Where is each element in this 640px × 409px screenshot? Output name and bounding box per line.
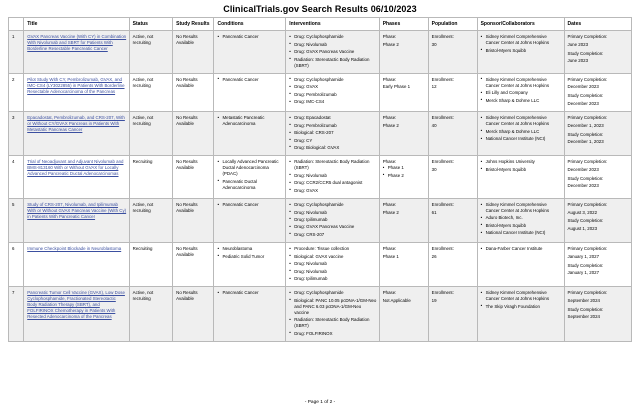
table-row (9, 287, 632, 342)
phases-cell (379, 73, 428, 111)
study-results-cell: No Results Available (173, 156, 214, 199)
list-item: • Locally Advanced Pancreatic Ductal Adenocarcinoma (PDAC) (217, 159, 283, 177)
sponsors-list (481, 34, 562, 53)
list-item: • Merck Sharp & Dohme LLC (481, 129, 562, 135)
study-results-cell: No Results Available (173, 287, 214, 342)
interventions-cell (286, 287, 380, 342)
interventions-cell (286, 243, 380, 287)
column-header-conditions: Conditions (214, 18, 286, 31)
results-table (8, 17, 632, 342)
conditions-list (217, 246, 283, 259)
phases-cell (379, 31, 428, 74)
list-item: • Sidney Kimmel Comprehensive Cancer Center at Johns Hopkins (481, 115, 562, 127)
column-header-title: Title (24, 18, 129, 31)
column-header-status: Status (129, 18, 172, 31)
interventions-cell (286, 73, 380, 111)
sponsors-list (481, 115, 562, 142)
text-line: Early Phase 1 (382, 84, 411, 90)
phases-list (383, 246, 426, 259)
column-header-interventions: Interventions (286, 18, 380, 31)
list-item: • The Skip Viragh Foundation (481, 304, 562, 310)
list-item: • Bristol-Myers Squibb (481, 223, 562, 229)
list-item: • Sidney Kimmel Comprehensive Cancer Center at Johns Hopkins (481, 77, 562, 89)
dates-cell (564, 31, 631, 74)
row-index: 1 (9, 31, 24, 74)
status-cell: Active, not recruiting (129, 31, 172, 74)
list-item: • Drug: CRS-207 (289, 232, 377, 238)
population-cell (428, 199, 477, 243)
population-list (432, 77, 475, 90)
text-line: 30 (431, 41, 437, 47)
phases-cell (379, 112, 428, 156)
dates-list (568, 202, 629, 232)
conditions-cell (214, 243, 286, 287)
list-item: • Drug: Nivolumab (289, 261, 377, 267)
text-line: August 1, 2023 (567, 225, 598, 231)
text-line: August 3, 2022 (567, 209, 598, 215)
phases-cell (379, 243, 428, 287)
table-row (9, 31, 632, 74)
text-line: Enrollment: (431, 34, 454, 40)
list-item: • National Cancer Institute (NCI) (481, 230, 562, 236)
interventions-list (289, 115, 377, 151)
list-item: • National Cancer Institute (NCI) (481, 136, 562, 142)
text-line: Phase: (382, 115, 397, 121)
population-cell (428, 287, 477, 342)
study-title-link[interactable]: Study of CRS-207, Nivolumab, and Ipilimumab With or Without GVAX Pancreas Vaccine (With Cy) in Patients With Pancreatic Cancer (27, 202, 127, 219)
list-item: • Radiation: Stereotactic Body Radiation (SBRT) (289, 57, 377, 69)
list-item: • Pancreatic Cancer (217, 290, 283, 296)
text-line: December 2023 (567, 166, 599, 172)
table-row (9, 73, 632, 111)
row-index: 7 (9, 287, 24, 342)
sponsors-list (481, 77, 562, 104)
page-title: ClinicalTrials.gov Search Results 06/10/2023 (223, 4, 417, 14)
text-line: Phase: (382, 159, 397, 165)
study-title-link[interactable]: Trial of Neoadjuvant and Adjuvant Nivolumab and BMS-813160 With or Without GVAX for Locally Advanced Pancreatic Ductal Adenocarcinomas (27, 159, 124, 177)
text-line: January 1, 2027 (567, 253, 600, 259)
interventions-list (289, 246, 377, 282)
text-line: December 1, 2023 (567, 139, 604, 144)
row-index: 6 (9, 243, 24, 287)
list-item: • Drug: Nivolumab (289, 42, 377, 48)
study-results-cell: No Results Available (173, 199, 214, 243)
list-item: • Drug: Epacadostat (289, 115, 377, 121)
interventions-list (289, 202, 377, 238)
interventions-cell (286, 199, 380, 243)
text-line: Phase 2 (382, 209, 399, 215)
text-line: September 2024 (567, 314, 600, 320)
page-footer: - Page 1 of 2 - (304, 400, 336, 405)
list-item: • Pancreatic Cancer (217, 202, 283, 208)
list-item: • Drug: Cyclophosphamide (289, 77, 377, 83)
sponsors-cell (477, 112, 564, 156)
text-line: Study Completion: (567, 218, 604, 224)
study-title-cell (24, 112, 129, 156)
status-cell: Recruiting (129, 243, 172, 287)
status-cell: Active, not recruiting (129, 112, 172, 156)
dates-cell (564, 73, 631, 111)
list-item: • Drug: CCR2/CCR5 dual antagonist (289, 180, 377, 186)
dates-cell (564, 287, 631, 342)
list-item: • Merck Sharp & Dohme LLC (481, 98, 562, 104)
phases-cell (379, 199, 428, 243)
phases-list (383, 115, 426, 128)
study-title-cell (24, 287, 129, 342)
study-title-cell (24, 73, 129, 111)
dates-list (568, 115, 629, 145)
interventions-cell (286, 112, 380, 156)
text-line: Study Completion: (567, 50, 604, 56)
study-title-cell (24, 156, 129, 199)
list-item: • Drug: IMC-CS4 (289, 99, 377, 105)
column-header-index (9, 18, 24, 31)
text-line: Enrollment: (431, 246, 454, 252)
conditions-list (217, 159, 283, 190)
text-line: June 2023 (567, 58, 589, 64)
text-line: Study Completion: (567, 175, 604, 181)
population-cell (428, 156, 477, 199)
text-line: Phase: (382, 290, 397, 296)
text-line: Primary Completion: (567, 34, 608, 40)
study-results-cell: No Results Available (173, 31, 214, 74)
list-item: • Drug: Cyclophosphamide (289, 202, 377, 208)
text-line: Enrollment: (431, 76, 454, 82)
study-title-link[interactable]: GVAX Pancreas Vaccine (With CY) in Combination With Nivolumab and SBRT for Patients With Borderline Resectable Pancreatic Cancer (27, 34, 127, 52)
conditions-cell (214, 287, 286, 342)
phases-list (383, 77, 426, 90)
population-list (432, 290, 475, 303)
interventions-cell (286, 156, 380, 199)
list-item: • Pancreatic Cancer (217, 77, 283, 83)
text-line: Study Completion: (567, 131, 604, 137)
interventions-cell (286, 31, 380, 74)
sponsors-cell (477, 199, 564, 243)
list-item: • Pancreatic Cancer (217, 34, 283, 40)
dates-list (568, 159, 629, 189)
sponsors-list (481, 202, 562, 236)
study-results-cell: No Results Available (173, 243, 214, 287)
sponsors-cell (477, 243, 564, 287)
list-item: • Pancreatic Ductal Adenocarcinoma (217, 179, 283, 191)
text-line: Enrollment: (431, 159, 454, 165)
sponsors-list (481, 159, 562, 172)
text-line: Phase 2 (382, 122, 399, 128)
interventions-list (289, 77, 377, 105)
dates-cell (564, 243, 631, 287)
list-item: • Drug: FOLFIRINOX (289, 331, 377, 337)
text-line: December 2023 (567, 183, 599, 189)
text-line: Phase: (382, 34, 397, 40)
table-row (9, 112, 632, 156)
list-item: • Biological: GVAX vaccine (289, 254, 377, 260)
list-item: • Drug: GVAX Pancreas Vaccine (289, 49, 377, 55)
list-item: • Drug: Nivolumab (289, 210, 377, 216)
text-line: June 2023 (567, 41, 589, 47)
phases-list (383, 165, 426, 178)
list-item: • Pediatric Solid Tumor (217, 254, 283, 260)
text-line: December 2023 (567, 100, 599, 106)
text-line: 61 (431, 209, 437, 215)
status-cell: Active, not recruiting (129, 73, 172, 111)
list-item: • Sidney Kimmel Comprehensive Cancer Center at Johns Hopkins (481, 202, 562, 214)
column-header-phases: Phases (379, 18, 428, 31)
population-cell (428, 112, 477, 156)
study-title-link[interactable]: Pancreatic Tumor Cell Vaccine (GVAX), Low Dose Cyclophosphamide, Fractionated Stereotactic Body Radiation Therapy (SBRT), and FOLFIRINOX Chemotherapy in Patients With Resected Adenocarcinoma of the Pancreas (27, 290, 125, 320)
list-item: • Johns Hopkins University (481, 159, 562, 165)
study-title-cell (24, 243, 129, 287)
phases-list (383, 34, 426, 47)
dates-cell (564, 156, 631, 199)
text-line: Phase: (382, 246, 397, 252)
column-header-dates: Dates (564, 18, 631, 31)
text-line: Phase: (382, 76, 397, 82)
text-line: Enrollment: (431, 290, 454, 296)
dates-cell (564, 199, 631, 243)
text-line: Study Completion: (567, 306, 604, 312)
dates-list (568, 246, 629, 276)
study-title-link[interactable]: Pilot Study With CY, Pembrolizumab, GVAX, and IMC-CS4 (LY3022855) in Patients With Borderline Resectable Adenocarcinoma of the Pancreas (27, 76, 125, 94)
population-cell (428, 73, 477, 111)
list-item: • Dana-Farber Cancer Institute (481, 246, 562, 252)
text-line: Primary Completion: (567, 202, 608, 208)
list-item: • Drug: Cyclophosphamide (289, 34, 377, 40)
table-row (9, 243, 632, 287)
conditions-cell (214, 199, 286, 243)
interventions-list (289, 34, 377, 68)
conditions-cell (214, 73, 286, 111)
text-line: Phase 2 (382, 41, 399, 47)
population-cell (428, 31, 477, 74)
list-item: • Phase 1 (383, 165, 426, 171)
table-row (9, 199, 632, 243)
conditions-list (217, 34, 283, 40)
dates-list (568, 290, 629, 320)
population-list (432, 34, 475, 47)
text-line: December 1, 2023 (567, 122, 604, 128)
phases-cell (379, 287, 428, 342)
results-table-body (9, 31, 632, 342)
list-item: • Phase 2 (383, 173, 426, 179)
list-item: • Biological: CRS-207 (289, 130, 377, 136)
status-cell: Active, not recruiting (129, 199, 172, 243)
sponsors-cell (477, 287, 564, 342)
row-index: 2 (9, 73, 24, 111)
study-title-cell (24, 199, 129, 243)
list-item: • Drug: GVAX (289, 84, 377, 90)
list-item: • Metastatic Pancreatic Adenocarcinoma (217, 115, 283, 127)
text-line: Primary Completion: (567, 115, 608, 121)
conditions-list (217, 290, 283, 296)
list-item: • Aduro Biotech, Inc. (481, 215, 562, 221)
column-header-population: Population (428, 18, 477, 31)
text-line: Study Completion: (567, 93, 604, 99)
row-index: 5 (9, 199, 24, 243)
list-item: • Drug: GVAX Pancreas Vaccine (289, 224, 377, 230)
population-list (432, 115, 475, 128)
phases-list (383, 202, 426, 215)
text-line: Enrollment: (431, 115, 454, 121)
conditions-cell (214, 156, 286, 199)
text-line: December 2023 (567, 84, 599, 90)
list-item: • Bristol-Myers Squibb (481, 48, 562, 54)
list-item: • Drug: Nivolumab (289, 173, 377, 179)
row-index: 3 (9, 112, 24, 156)
text-line: Enrollment: (431, 202, 454, 208)
list-item: • Drug: Pembrolizumab (289, 92, 377, 98)
status-cell: Active, not recruiting (129, 287, 172, 342)
interventions-list (289, 159, 377, 193)
study-title-link[interactable]: Immune Checkpoint Blockade in Neuroblastoma (27, 246, 122, 252)
study-title-link[interactable]: Epacadostat, Pembrolizumab, and CRS-207, With or Without CY/GVAX Pancreas in Patients With Metastatic Pancreas Cancer (27, 115, 125, 133)
text-line: September 2024 (567, 297, 600, 303)
sponsors-list (481, 246, 562, 252)
list-item: • Drug: Ipilimumab (289, 217, 377, 223)
dates-cell (564, 112, 631, 156)
text-line: 40 (431, 122, 437, 128)
phases-cell (379, 156, 428, 199)
status-cell: Recruiting (129, 156, 172, 199)
text-line: Primary Completion: (567, 76, 608, 82)
list-item: • Bristol-Myers Squibb (481, 167, 562, 173)
sponsors-list (481, 290, 562, 309)
text-line: Study Completion: (567, 262, 604, 268)
list-item: • Drug: GVAX (289, 188, 377, 194)
list-item: • Drug: Nivolumab (289, 269, 377, 275)
list-item: • Drug: Ipilimumab (289, 276, 377, 282)
population-list (432, 202, 475, 215)
column-header-study-results: Study Results (173, 18, 214, 31)
population-cell (428, 243, 477, 287)
text-line: Not Applicable (382, 297, 411, 303)
sponsors-cell (477, 31, 564, 74)
dates-list (568, 77, 629, 107)
conditions-cell (214, 112, 286, 156)
study-results-cell: No Results Available (173, 112, 214, 156)
text-line: Primary Completion: (567, 159, 608, 165)
conditions-cell (214, 31, 286, 74)
list-item: • Biological: PANC 10.05 pcDNA-1/GM-Neo and PANC 6.03 pcDNA-1/GM-Neo vaccine (289, 298, 377, 316)
list-item: • Neuroblastoma (217, 246, 283, 252)
sponsors-cell (477, 73, 564, 111)
list-item: • Drug: Pembrolizumab (289, 123, 377, 129)
list-item: • Eli Lilly and Company (481, 90, 562, 96)
list-item: • Drug: CY (289, 138, 377, 144)
list-item: • Radiation: Stereotactic Body Radiation (SBRT) (289, 159, 377, 171)
text-line: January 1, 2027 (567, 270, 600, 276)
list-item: • Drug: Biological: GVAX (289, 145, 377, 151)
text-line: 19 (431, 297, 437, 303)
text-line: Phase 1 (382, 253, 399, 259)
text-line: Primary Completion: (567, 246, 608, 252)
conditions-list (217, 115, 283, 127)
dates-list (568, 34, 629, 64)
sponsors-cell (477, 156, 564, 199)
conditions-list (217, 202, 283, 208)
text-line: Phase: (382, 202, 397, 208)
list-item: • Procedure: Tissue collection (289, 246, 377, 252)
text-line: 12 (431, 84, 437, 90)
table-row (9, 156, 632, 199)
text-line: Primary Completion: (567, 290, 608, 296)
column-header-sponsors: Sponsor/Collaborators (477, 18, 564, 31)
text-line: 26 (431, 253, 437, 259)
population-list (432, 159, 475, 172)
conditions-list (217, 77, 283, 83)
row-index: 4 (9, 156, 24, 199)
list-item: • Sidney Kimmel Comprehensive Cancer Center at Johns Hopkins (481, 290, 562, 302)
study-title-cell (24, 31, 129, 74)
list-item: • Sidney Kimmel Comprehensive Cancer Center at Johns Hopkins (481, 34, 562, 46)
interventions-list (289, 290, 377, 336)
study-results-cell: No Results Available (173, 73, 214, 111)
table-header-row (9, 18, 632, 31)
population-list (432, 246, 475, 259)
text-line: 30 (431, 166, 437, 172)
phases-list (383, 290, 426, 303)
list-item: • Drug: Cyclophosphamide (289, 290, 377, 296)
list-item: • Radiation: Stereotactic Body Radiation (SBRT) (289, 317, 377, 329)
